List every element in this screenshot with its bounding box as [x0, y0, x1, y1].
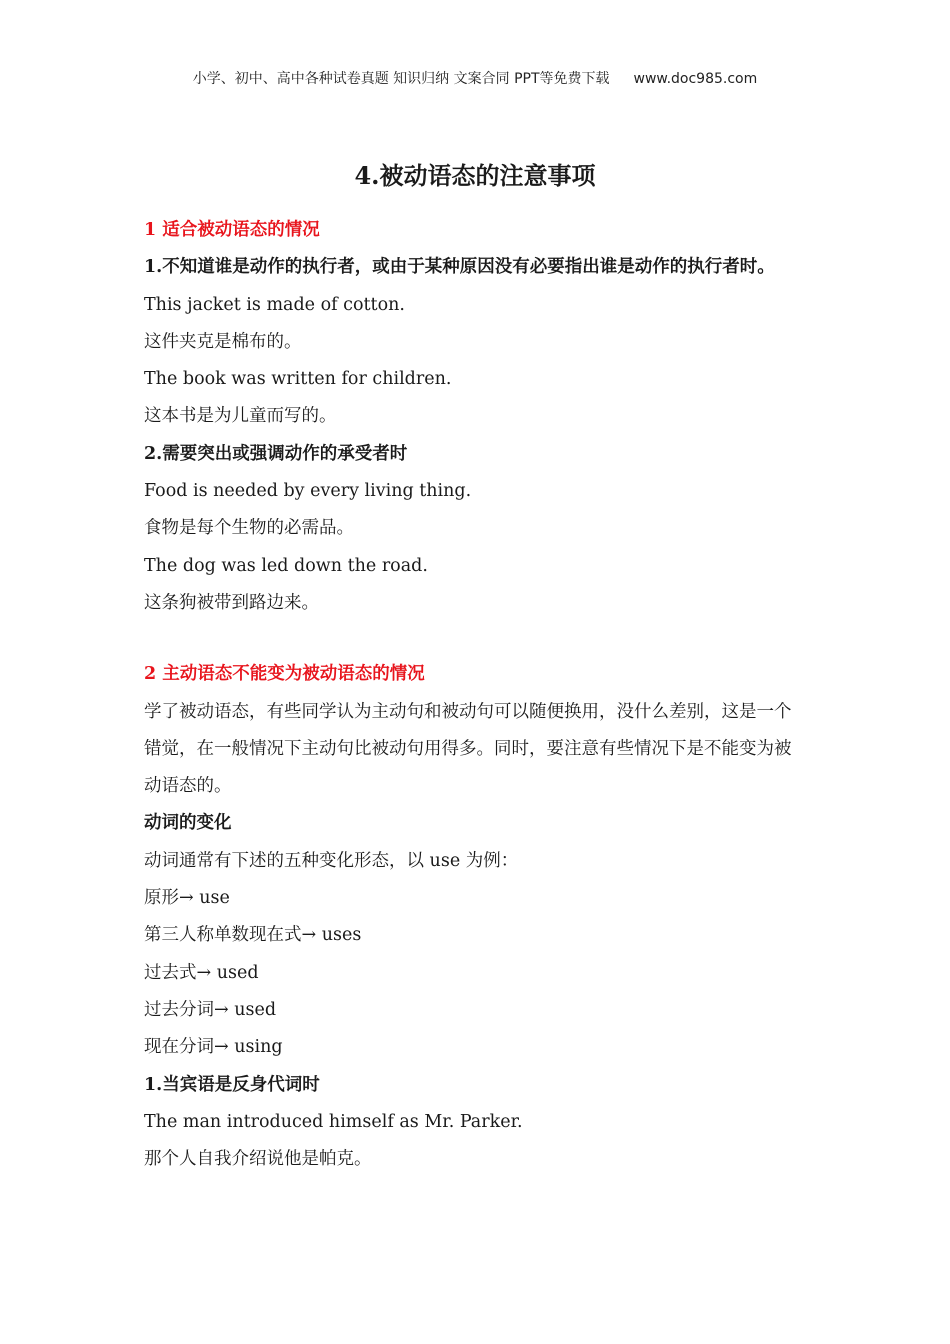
section-spacer — [144, 622, 804, 656]
example-sentence-cn: 那个人自我介绍说他是帕克。 — [144, 1149, 372, 1170]
verb-form-item: 过去式→ used — [144, 962, 259, 983]
section-2-intro: 学了被动语态，有些同学认为主动句和被动句可以随便换用，没什么差别，这是一个错觉，在一般情况下主动句比被动句用得多。同时，要注意有些情况下是不能变为被动语态的。 — [144, 701, 792, 797]
section-1-point-1: 1.不知道谁是动作的执行者，或由于某种原因没有必要指出谁是动作的执行者时。 — [144, 257, 775, 278]
section-1-heading: 1 适合被动语态的情况 — [144, 220, 320, 240]
section-1-point-2: 2.需要突出或强调动作的承受者时 — [144, 443, 408, 464]
verb-form-item: 现在分词→ using — [144, 1037, 283, 1058]
example-sentence-en: Food is needed by every living thing. — [144, 481, 472, 502]
example-sentence-en: The man introduced himself as Mr. Parker. — [144, 1111, 523, 1132]
example-sentence-cn: 这本书是为儿童而写的。 — [144, 406, 337, 427]
page-header — [0, 68, 950, 88]
verb-forms-intro: 动词通常有下述的五种变化形态，以 use 为例： — [144, 850, 519, 871]
example-sentence-cn: 这件夹克是棉布的。 — [144, 331, 302, 352]
header-text: 小学、初中、高中各种试卷真题 知识归纳 文案合同 PPT等免费下载 — [192, 71, 610, 87]
section-2-point-1: 1.当宾语是反身代词时 — [144, 1074, 320, 1095]
example-sentence-cn: 食物是每个生物的必需品。 — [144, 518, 354, 539]
header-site-link[interactable]: www.doc985.com — [633, 71, 758, 87]
verb-form-item: 第三人称单数现在式→ uses — [144, 925, 362, 946]
document-body — [144, 212, 804, 1178]
page-title: 4.被动语态的注意事项 — [354, 161, 596, 190]
section-2-heading: 2 主动语态不能变为被动语态的情况 — [144, 664, 425, 685]
verb-forms-subheading: 动词的变化 — [144, 813, 232, 834]
example-sentence-en: This jacket is made of cotton. — [144, 294, 405, 315]
verb-form-item: 原形→ use — [144, 888, 230, 909]
example-sentence-en: The book was written for children. — [144, 369, 452, 390]
verb-form-item: 过去分词→ used — [144, 999, 277, 1020]
example-sentence-cn: 这条狗被带到路边来。 — [144, 592, 319, 613]
example-sentence-en: The dog was led down the road. — [144, 555, 428, 576]
